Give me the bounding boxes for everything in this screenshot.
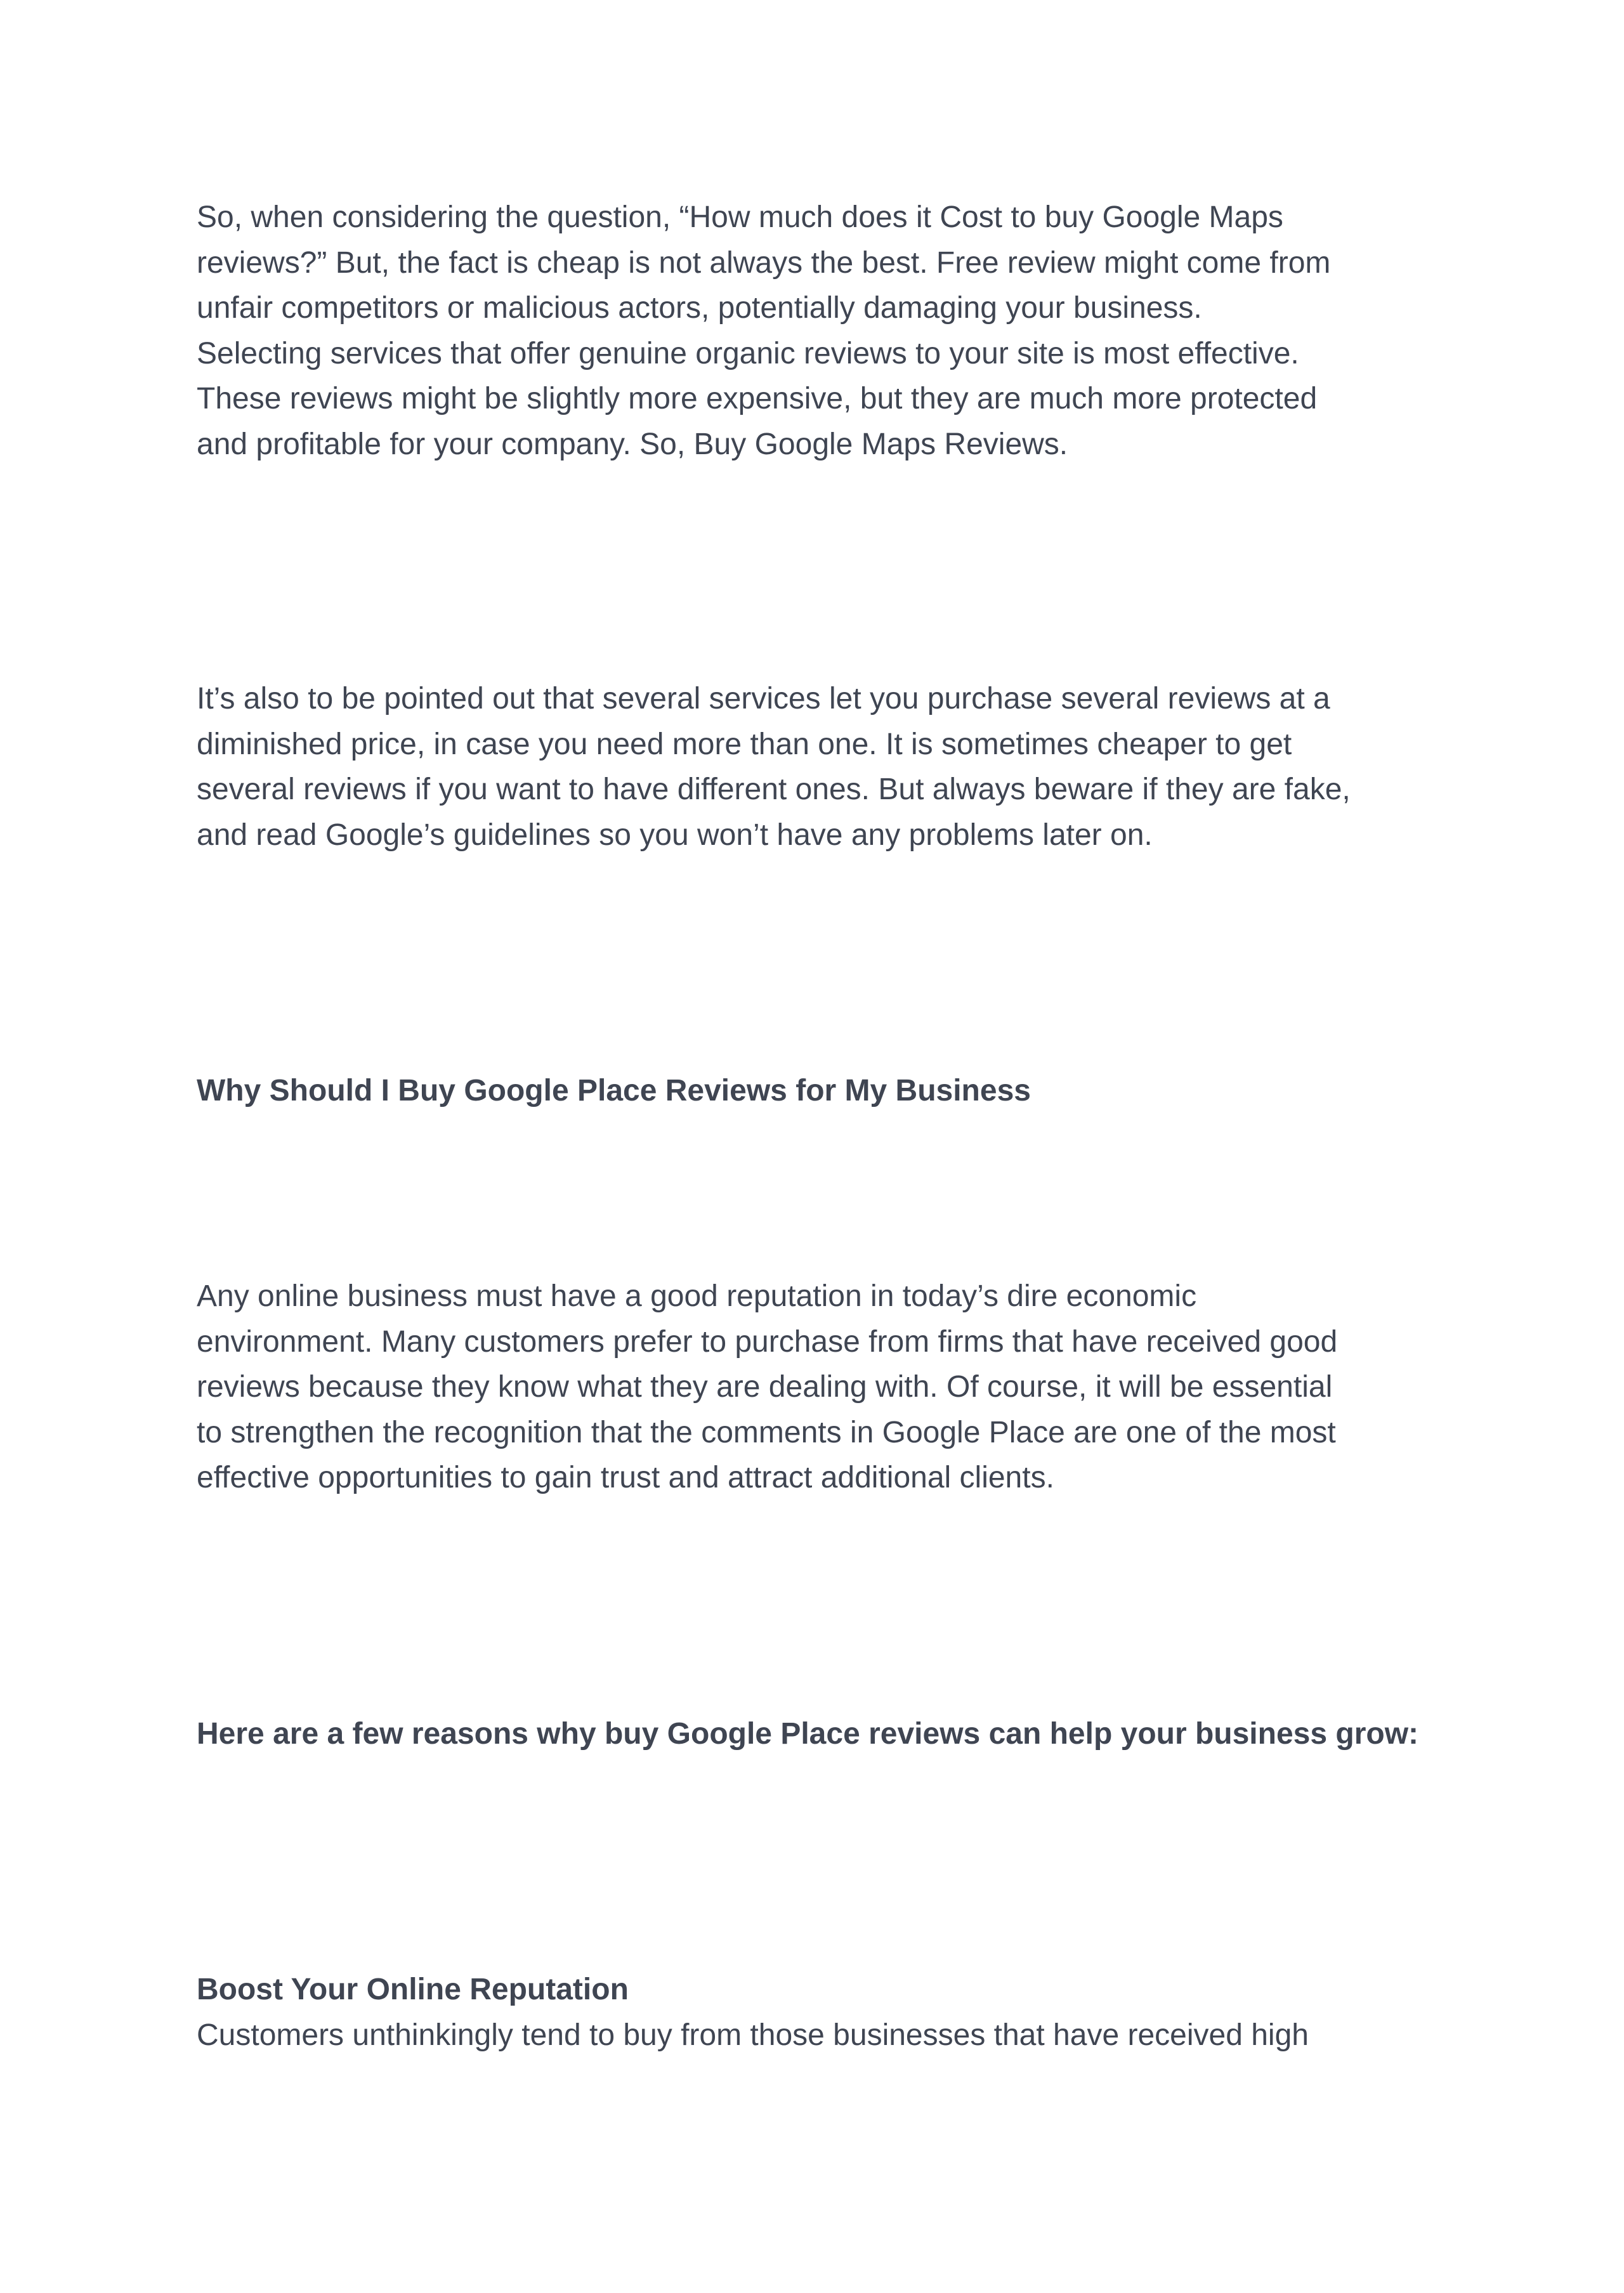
- text-line: several reviews if you want to have different ones. But always beware if they are fake,: [197, 773, 1351, 806]
- text-line: These reviews might be slightly more expensive, but they are much more protected: [197, 382, 1318, 415]
- text-line: environment. Many customers prefer to purchase from firms that have received good: [197, 1324, 1338, 1359]
- text-line: reviews?” But, the fact is cheap is not always the best. Free review might come from: [197, 245, 1331, 280]
- text-line: unfair competitors or malicious actors, potentially damaging your business.: [197, 291, 1202, 325]
- text-line: Customers unthinkingly tend to buy from those businesses that have received high: [197, 2018, 1309, 2052]
- paragraph-cost: [197, 195, 1465, 467]
- text-line: diminished price, in case you need more than one. It is sometimes cheaper to get: [197, 727, 1292, 761]
- section-boost-reputation: [197, 1967, 1465, 2058]
- paragraph-reputation: [197, 1274, 1465, 1501]
- paragraph-bulk-pricing: [197, 676, 1465, 858]
- text-line: and read Google’s guidelines so you won’t have any problems later on.: [197, 818, 1153, 852]
- text-line: to strengthen the recognition that the comments in Google Place are one of the most: [197, 1415, 1336, 1449]
- text-line: reviews because they know what they are dealing with. Of course, it will be essential: [197, 1370, 1333, 1404]
- text-line: effective opportunities to gain trust and attract additional clients.: [197, 1461, 1054, 1494]
- text-line: and profitable for your company. So, Buy Google Maps Reviews.: [197, 427, 1068, 461]
- text-line: Any online business must have a good reputation in today’s dire economic: [197, 1279, 1197, 1313]
- subheading-boost: Boost Your Online Reputation: [197, 1973, 629, 2006]
- heading-why-buy: Why Should I Buy Google Place Reviews for My Business: [197, 1074, 1031, 1107]
- heading-reasons: Here are a few reasons why buy Google Place reviews can help your business grow:: [197, 1717, 1419, 1751]
- text-line: It’s also to be pointed out that several services let you purchase several reviews at a: [197, 682, 1330, 715]
- text-line: Selecting services that offer genuine organic reviews to your site is most effective.: [197, 336, 1299, 370]
- text-line: So, when considering the question, “How much does it Cost to buy Google Maps: [197, 200, 1283, 234]
